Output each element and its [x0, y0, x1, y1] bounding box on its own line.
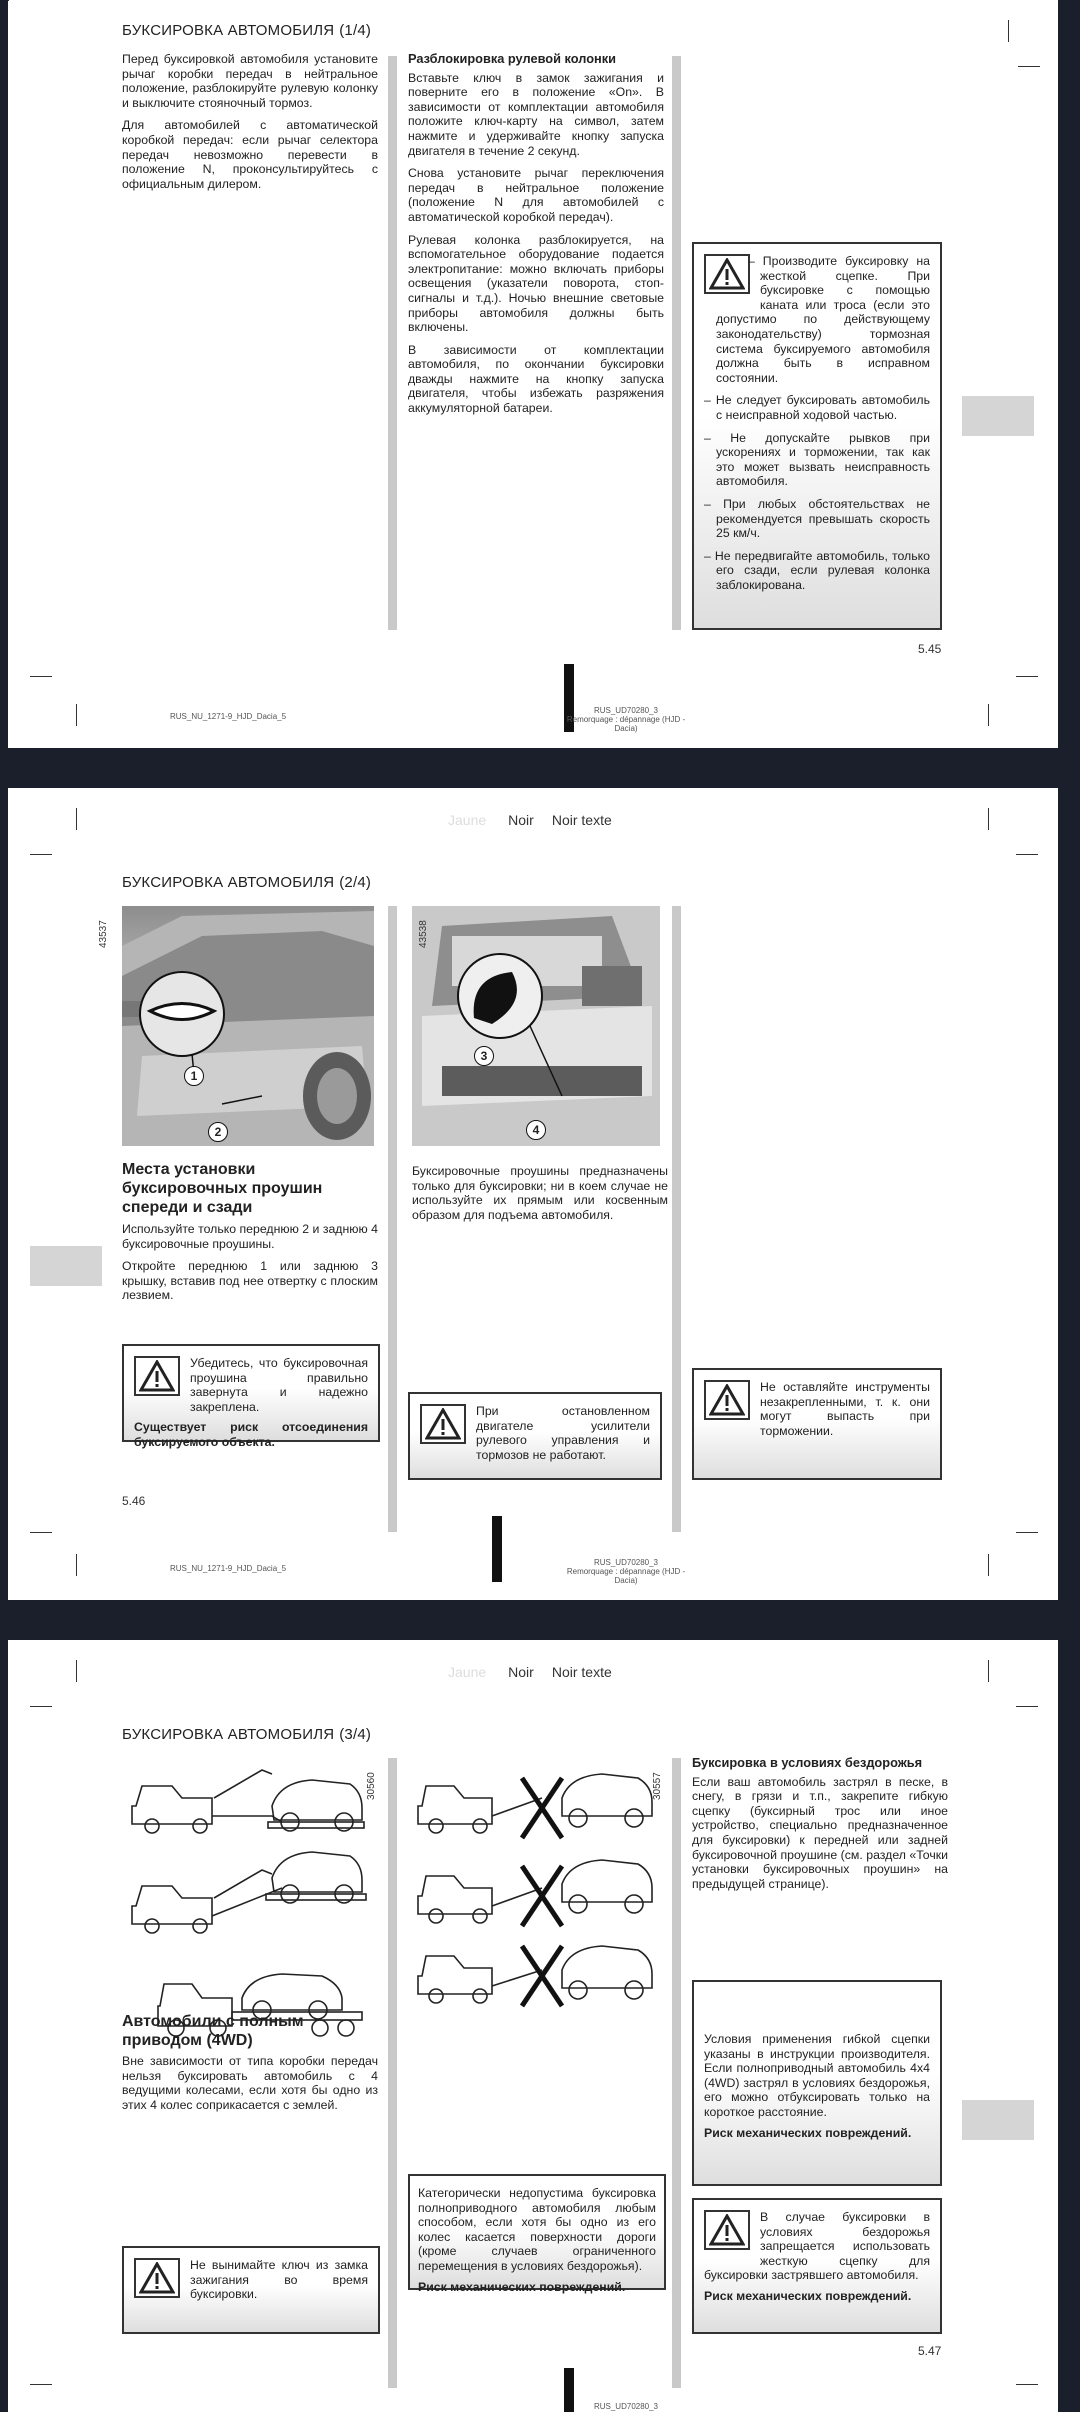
color-label-jaune: Jaune — [448, 1664, 487, 1680]
warning-box — [122, 2246, 380, 2334]
crop-mark — [30, 676, 52, 677]
callout-2: 2 — [208, 1122, 228, 1142]
footer-code: RUS_UD70280_3 — [593, 706, 659, 715]
column-divider — [388, 1758, 397, 2388]
warning-triangle-icon — [704, 2210, 750, 2250]
warning-text: Не вынимайте ключ из замка зажигания во время буксировки. — [190, 2258, 368, 2302]
rear-car-illustration — [412, 906, 660, 1146]
column-1 — [122, 1222, 378, 1311]
footer-code: RUS_UD70280_3 — [593, 1558, 659, 1567]
box-text: Категорически недопустима буксировка полноприводного автомобиля любым способом, если хотя бы одно из его колес касается поверхности дороги (кроме случаев ограниченного перемещения в условиях бездорожья). — [418, 2186, 656, 2273]
footer-center — [556, 706, 696, 733]
crop-mark — [76, 704, 77, 726]
title-text: БУКСИРОВКА АВТОМОБИЛЯ — [122, 1726, 335, 1743]
crop-mark — [1008, 20, 1009, 42]
footer-section: Remorquage : dépannage (HJD - Dacia) — [566, 715, 686, 733]
warning-box — [692, 242, 942, 630]
section-heading: Места установки буксировочных проушин спереди и сзади — [122, 1161, 323, 1216]
warning-bold: Риск механических повреждений. — [704, 2288, 912, 2303]
paragraph: Вне зависимости от типа коробки передач нельзя буксировать автомобиль с 4 ведущими колесами, если хотя бы одно из этих 4 колес соприкасается с землей. — [122, 2054, 378, 2112]
callout-1: 1 — [184, 1066, 204, 1086]
box-bold: Риск механических повреждений. — [704, 2125, 912, 2140]
paragraph: Снова установите рычаг переключения передач в нейтральное положение (положение N для автомобилей с автоматической коробкой передач). — [408, 166, 664, 224]
paragraph: Вставьте ключ в замок зажигания и поверните его в положение «On». В зависимости от комплектации автомобиля положите ключ-карту на символ, затем нажмите и удерживайте кнопку запуска двигателя в течение 2 секунд. — [408, 70, 664, 158]
info-box — [408, 2174, 666, 2294]
footer-section: Remorquage : dépannage (HJD - Dacia) — [566, 1567, 686, 1585]
paragraph: Если ваш автомобиль застрял в песке, в снегу, в грязи и т.п., закрепите гибкую сцепку (буксирный трос или иное устройство, специально предназначенное для буксировки) к передней или задней буксировочной проушине (см. раздел «Точки установки буксировочных проушин» на предыдущей странице). — [692, 1774, 948, 1891]
registration-bar — [492, 1516, 502, 1582]
paragraph: Буксировочные проушины предназначены только для буксировки; ни в коем случае не используйте их прямым или косвенным образом для подъема автомобиля. — [412, 1164, 668, 1222]
column-1 — [122, 52, 378, 199]
crop-mark — [988, 808, 989, 830]
color-label-noir: Noir — [508, 812, 534, 828]
paragraph: Для автомобилей с автоматической коробкой передач: если рычаг селектора передач невозможно перевести в положение N, проконсультируйтесь с официальным дилером. — [122, 118, 378, 191]
side-tab-marker — [30, 1246, 102, 1286]
warning-text: В случае буксировки в условиях бездорожья запрещается использовать жесткую сцепку для буксировки застрявшего автомобиля. — [704, 2210, 930, 2283]
warning-text: Не оставляйте инструменты незакрепленными, т. к. они могут выпасть при торможении. — [760, 1380, 930, 1438]
manual-page-2 — [8, 788, 1058, 1600]
crop-mark — [1016, 2384, 1038, 2385]
warning-triangle-icon — [420, 1404, 466, 1444]
column-2 — [408, 52, 664, 424]
warning-item: – Не допускайте рывков при ускорениях и торможении, так как это может вызвать неисправность автомобиля. — [704, 430, 930, 489]
title-text: БУКСИРОВКА АВТОМОБИЛЯ — [122, 22, 335, 39]
crop-mark — [30, 2384, 52, 2385]
paragraph: Рулевая колонка разблокируется, на вспомогательное оборудование подается электропитание: можно включать приборы освещения (указатели поворота, стоп-сигналы и т.д.). Ночью внешние световые приборы автомобиля должны быть включены. — [408, 232, 664, 335]
title-suffix: (1/4) — [339, 22, 372, 39]
column-divider — [672, 56, 681, 630]
paragraph: Перед буксировкой автомобиля установите рычаг коробки передач в нейтральное положение, разблокируйте рулевую колонку и выключите стояночный тормоз. — [122, 52, 378, 110]
crop-mark — [988, 704, 989, 726]
figure-number: 43537 — [98, 920, 109, 948]
page-number: 5.47 — [918, 2344, 942, 2358]
box-text: Условия применения гибкой сцепки указаны в инструкции производителя. Если полноприводный автомобиль 4x4 (4WD) застрял в условиях бездорожья, его можно отбуксировать только на короткое расстояние. — [704, 2032, 930, 2119]
warning-box — [692, 1368, 942, 1480]
crop-mark — [30, 1532, 52, 1533]
tow-truck-forbidden-illustration — [412, 1758, 662, 2008]
warning-item: – Производите буксировку на жесткой сцепке. При буксировке с помощью каната или троса (если это допустимо по действующему законодательству) тормозная система буксируемого автомобиля должна быть в исправном состоянии. — [716, 254, 930, 385]
side-tab-marker — [962, 2100, 1034, 2140]
callout-3: 3 — [474, 1046, 494, 1066]
rear-towing-photo — [412, 906, 660, 1146]
color-label-jaune: Jaune — [448, 812, 487, 828]
color-separation-header — [448, 1664, 612, 1680]
color-separation-header — [448, 812, 612, 828]
page-number: 5.46 — [122, 1494, 146, 1508]
warning-triangle-icon — [134, 2258, 180, 2298]
column-divider — [388, 56, 397, 630]
info-box — [692, 1980, 942, 2186]
warning-item: – Не следует буксировать автомобиль с неисправной ходовой частью. — [704, 393, 930, 422]
crop-mark — [30, 854, 52, 855]
warning-text: Убедитесь, что буксировочная проушина правильно завернута и надежно закреплена. — [190, 1356, 368, 1414]
warning-box — [408, 1392, 662, 1480]
warning-bold: Существует риск отсоединения буксируемого объекта. — [134, 1420, 368, 1449]
crop-mark — [76, 808, 77, 830]
title-suffix: (3/4) — [339, 1726, 372, 1743]
box-bold: Риск механических повреждений. — [418, 2279, 626, 2294]
crop-mark — [1018, 66, 1040, 67]
crop-mark — [76, 1660, 77, 1682]
warning-text: При остановленном двигателе усилители рулевого управления и тормозов не работают. — [476, 1404, 650, 1462]
warning-item: – При любых обстоятельствах не рекомендуется превышать скорость 25 км/ч. — [704, 496, 930, 541]
warning-box — [122, 1344, 380, 1449]
section-heading: Разблокировка рулевой колонки — [408, 51, 617, 66]
page-title — [122, 1724, 371, 1744]
title-suffix: (2/4) — [339, 874, 372, 891]
footer-doc-id: RUS_NU_1271-9_HJD_Dacia_5 — [170, 712, 287, 721]
page-title — [122, 872, 371, 892]
color-label-noir-texte: Noir texte — [551, 812, 612, 828]
section-heading: Буксировка в условиях бездорожья — [692, 1755, 923, 1770]
color-label-noir: Noir — [508, 1664, 534, 1680]
column-3 — [692, 1756, 948, 1899]
figure-number: 30560 — [366, 1772, 377, 1800]
warning-item: – Не передвигайте автомобиль, только его сзади, если рулевая колонка заблокирована. — [704, 548, 930, 592]
column-divider — [672, 1758, 681, 2388]
side-tab-marker — [962, 396, 1034, 436]
paragraph: Используйте только переднюю 2 и заднюю 4 буксировочные проушины. — [122, 1222, 378, 1251]
warning-box — [692, 2198, 942, 2334]
crop-mark — [988, 1660, 989, 1682]
crop-mark — [1016, 854, 1038, 855]
manual-page-3 — [8, 1640, 1058, 2412]
section-heading: Автомобили с полным приводом (4WD) — [122, 2013, 304, 2049]
page-title — [122, 20, 371, 40]
title-text: БУКСИРОВКА АВТОМОБИЛЯ — [122, 874, 335, 891]
crop-mark — [1016, 1706, 1038, 1707]
crop-mark — [988, 1554, 989, 1576]
warning-triangle-icon — [704, 254, 750, 294]
footer-center — [556, 1558, 696, 1585]
crop-mark — [30, 1706, 52, 1707]
column-1 — [122, 2054, 378, 2120]
warning-triangle-icon — [134, 1356, 180, 1396]
crop-mark — [8, 0, 9, 1]
footer-center — [556, 2402, 696, 2411]
page-number: 5.45 — [918, 642, 942, 656]
figure-number: 43538 — [418, 920, 429, 948]
front-towing-photo — [122, 906, 374, 1146]
column-divider — [672, 906, 681, 1532]
footer-code: RUS_UD70280_3 — [593, 2402, 659, 2411]
paragraph: В зависимости от комплектации автомобиля, по окончании буксировки дважды нажмите на кнопку запуска двигателя, чтобы избежать разряжения аккумуляторной батареи. — [408, 342, 664, 416]
figure-number: 30557 — [652, 1772, 663, 1800]
callout-4: 4 — [526, 1120, 546, 1140]
front-car-illustration — [122, 906, 374, 1146]
crop-mark — [76, 1554, 77, 1576]
color-label-noir-texte: Noir texte — [551, 1664, 612, 1680]
crop-mark — [1016, 1532, 1038, 1533]
warning-triangle-icon — [704, 1380, 750, 1420]
footer-doc-id: RUS_NU_1271-9_HJD_Dacia_5 — [170, 1564, 287, 1573]
column-divider — [388, 906, 397, 1532]
column-2 — [412, 1164, 668, 1230]
crop-mark — [1016, 676, 1038, 677]
paragraph: Откройте переднюю 1 или заднюю 3 крышку, вставив под нее отвертку с плоским лезвием. — [122, 1259, 378, 1303]
manual-page-1 — [8, 0, 1058, 748]
